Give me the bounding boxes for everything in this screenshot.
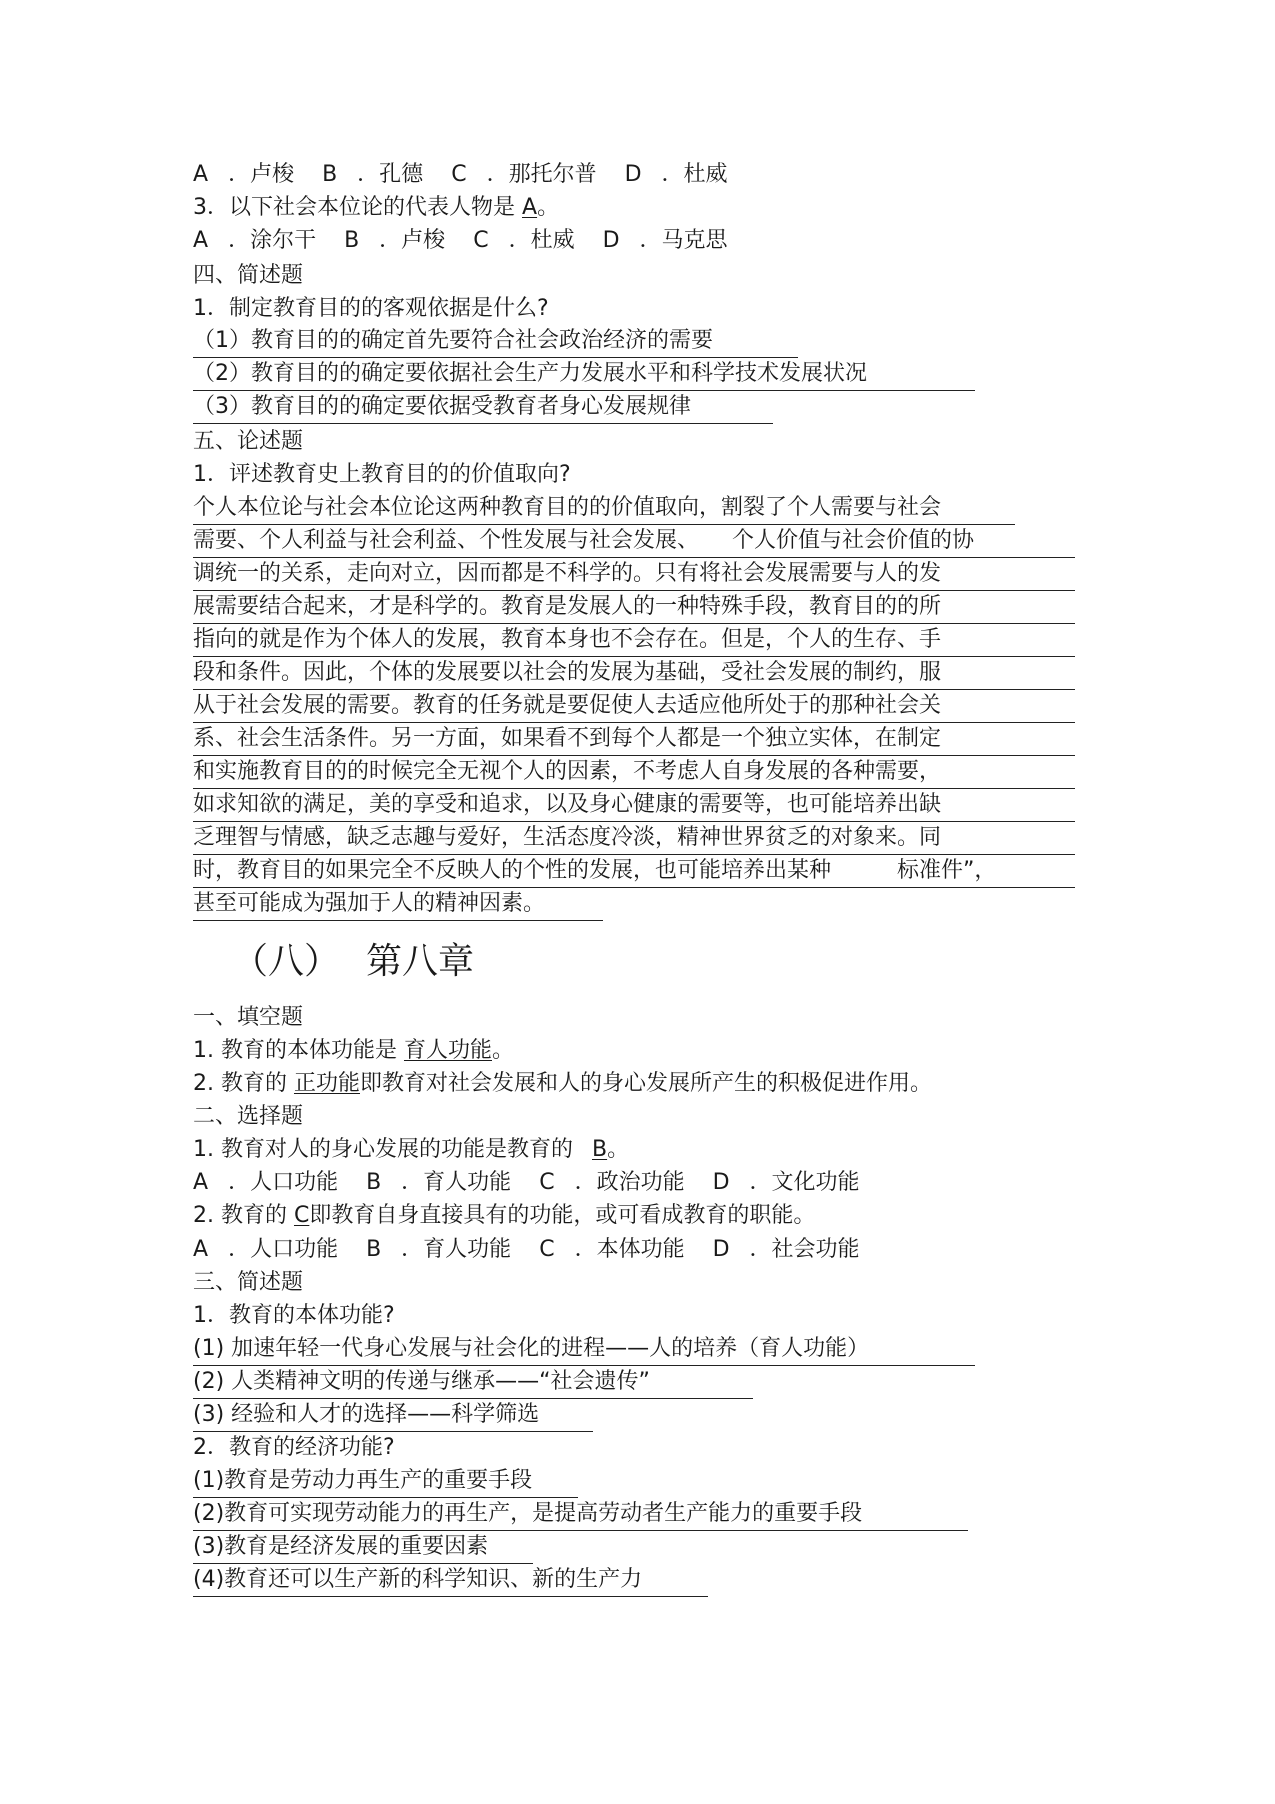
- option-b-label: B: [344, 228, 360, 253]
- choice-2-options: [193, 1235, 888, 1265]
- answer-text: (3)教育是经济发展的重要因素: [193, 1532, 533, 1564]
- option-c-text: ．政治功能: [574, 1170, 685, 1195]
- question-text: 2. 教育的: [193, 1203, 287, 1228]
- question-text: 1．教育的本体功能?: [193, 1303, 395, 1328]
- answer-line: [193, 392, 773, 424]
- essay-line: 系、社会生活条件。另一方面，如果看不到每个人都是一个独立实体，在制定: [193, 724, 1075, 756]
- essay-line: 个人本位论与社会本位论这两种教育目的的价值取向，割裂了个人需要与社会: [193, 493, 1015, 525]
- question-text: 2. 教育的: [193, 1071, 287, 1096]
- essay-line: 调统一的关系，走向对立，因而都是不科学的。只有将社会发展需要与人的发: [193, 559, 1075, 591]
- answer: B: [592, 1137, 608, 1162]
- answer: 正功能: [293, 1071, 360, 1096]
- question-end: 即教育对社会发展和人的身心发展所产生的积极促进作用。: [360, 1071, 933, 1096]
- choice-1-options: [193, 1168, 888, 1198]
- fill-question-1: [193, 1036, 514, 1066]
- question-text: 1. 教育对人的身心发展的功能是教育的: [193, 1137, 573, 1162]
- question-text: 2．教育的经济功能?: [193, 1435, 395, 1460]
- option-a-text: ．涂尔干: [228, 228, 317, 253]
- option-c-label: C: [473, 228, 489, 253]
- answer-text: （3）教育目的的确定要依据受教育者身心发展规律: [193, 392, 773, 424]
- option-c-label: C: [539, 1237, 555, 1262]
- question-end: 即教育自身直接具有的功能，或可看成教育的职能。: [309, 1203, 816, 1228]
- essay-line: 段和条件。因此，个体的发展要以社会的发展为基础，受社会发展的制约，服: [193, 658, 1075, 690]
- option-d-text: ．文化功能: [749, 1170, 860, 1195]
- answer-text: (1) 加速年轻一代身心发展与社会化的进程——人的培养（育人功能）: [193, 1334, 975, 1366]
- option-a-text: ．人口功能: [228, 1237, 339, 1262]
- option-b-label: B: [366, 1237, 382, 1262]
- option-d-label: D: [624, 162, 642, 187]
- question-text: 1．制定教育目的的客观依据是什么?: [193, 296, 549, 321]
- question-text: 1．评述教育史上教育目的的价值取向?: [193, 462, 571, 487]
- option-b-label: B: [322, 162, 338, 187]
- section-heading: 一、填空题: [193, 1005, 304, 1030]
- option-c-label: C: [539, 1170, 555, 1195]
- question-text: 1. 教育的本体功能是: [193, 1038, 397, 1063]
- essay-line: 和实施教育目的的时候完全无视个人的因素，不考虑人自身发展的各种需要，: [193, 757, 1075, 789]
- answer-text: （2）教育目的的确定要依据社会生产力发展水平和科学技术发展状况: [193, 359, 975, 391]
- essay-line: 时，教育目的如果完全不反映人的个性的发展，也可能培养出某种 标准件”，: [193, 856, 1075, 888]
- answer: A: [522, 195, 538, 220]
- answer-text: (2) 人类精神文明的传递与继承——“社会遗传”: [193, 1367, 753, 1399]
- answer-text: (3) 经验和人才的选择——科学筛选: [193, 1400, 593, 1432]
- option-a-label: A: [193, 1237, 209, 1262]
- q2-options: [193, 160, 756, 190]
- chapter-heading: [232, 940, 474, 984]
- answer: C: [293, 1203, 310, 1228]
- answer-text: （1）教育目的的确定首先要符合社会政治经济的需要: [193, 326, 798, 358]
- option-c-text: ．杜威: [508, 228, 575, 253]
- essay-line: 指向的就是作为个体人的发展，教育本身也不会存在。但是，个人的生存、手: [193, 625, 1075, 657]
- option-b-text: ．育人功能: [401, 1170, 512, 1195]
- section-heading: 四、简述题: [193, 263, 304, 288]
- question-end: 。: [607, 1137, 630, 1162]
- essay-line: 需要、个人利益与社会利益、个性发展与社会发展、 个人价值与社会价值的协: [193, 526, 1075, 558]
- option-a-text: ．卢梭: [228, 162, 295, 187]
- q3-options: [193, 226, 756, 256]
- section-heading: 五、论述题: [193, 429, 304, 454]
- option-d-label: D: [712, 1170, 730, 1195]
- choice-question-1: [193, 1135, 629, 1165]
- option-c-text: ．本体功能: [574, 1237, 685, 1262]
- section-heading: 二、选择题: [193, 1104, 304, 1129]
- option-d-label: D: [602, 228, 620, 253]
- option-d-text: ．社会功能: [749, 1237, 860, 1262]
- option-d-label: D: [712, 1237, 730, 1262]
- answer-text: (1)教育是劳动力再生产的重要手段: [193, 1466, 578, 1498]
- choice-question-2: [193, 1201, 815, 1231]
- option-a-label: A: [193, 162, 209, 187]
- essay-line: 如求知欲的满足，美的享受和追求，以及身心健康的需要等，也可能培养出缺: [193, 790, 1075, 822]
- answer-text: (2)教育可实现劳动能力的再生产，是提高劳动者生产能力的重要手段: [193, 1499, 968, 1531]
- option-c-label: C: [451, 162, 467, 187]
- option-d-text: ．杜威: [661, 162, 728, 187]
- chapter-number: （八）: [232, 941, 341, 982]
- answer-line: [193, 359, 975, 391]
- option-a-text: ．人口功能: [228, 1170, 339, 1195]
- essay-line: 展需要结合起来，才是科学的。教育是发展人的一种特殊手段，教育目的的所: [193, 592, 1075, 624]
- option-b-text: ．孔德: [357, 162, 424, 187]
- option-c-text: ．那托尔普: [486, 162, 597, 187]
- essay-line: 从于社会发展的需要。教育的任务就是要促使人去适应他所处于的那种社会关: [193, 691, 1075, 723]
- essay-line: 乏理智与情感，缺乏志趣与爱好，生活态度冷淡，精神世界贫乏的对象来。同: [193, 823, 1075, 855]
- option-b-text: ．卢梭: [379, 228, 446, 253]
- question-text: 3．以下社会本位论的代表人物是: [193, 195, 515, 220]
- option-b-text: ．育人功能: [401, 1237, 512, 1262]
- chapter-title: 第八章: [366, 941, 475, 982]
- question-end: 。: [537, 195, 560, 220]
- fill-question-2: [193, 1069, 932, 1099]
- essay-line: 甚至可能成为强加于人的精神因素。: [193, 889, 603, 921]
- answer: 育人功能: [403, 1038, 492, 1063]
- option-a-label: A: [193, 1170, 209, 1195]
- option-b-label: B: [366, 1170, 382, 1195]
- section-heading: 三、简述题: [193, 1270, 304, 1295]
- answer-text: (4)教育还可以生产新的科学知识、新的生产力: [193, 1565, 708, 1597]
- option-a-label: A: [193, 228, 209, 253]
- question-3: [193, 193, 559, 223]
- answer-line: [193, 326, 798, 358]
- option-d-text: ．马克思: [639, 228, 728, 253]
- question-end: 。: [492, 1038, 515, 1063]
